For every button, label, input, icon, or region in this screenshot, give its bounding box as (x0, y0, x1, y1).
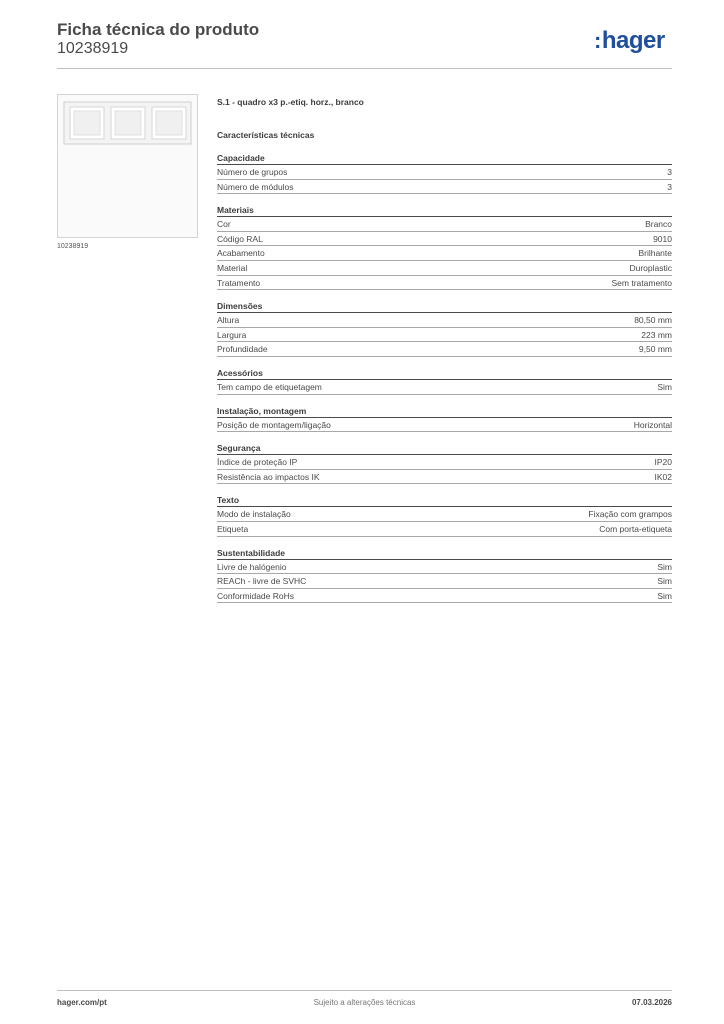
spec-value: 9010 (653, 233, 672, 244)
spec-row (217, 180, 672, 195)
spec-value: IP20 (654, 457, 672, 468)
spec-section (217, 493, 672, 536)
spec-row (217, 470, 672, 485)
spec-section (217, 404, 672, 433)
section-title: Dimensões (217, 299, 672, 313)
spec-label: Etiqueta (217, 523, 249, 534)
image-caption: 10238919 (57, 243, 89, 250)
spec-value: Branco (645, 219, 672, 230)
spec-label: Tem campo de etiquetagem (217, 381, 322, 392)
spec-row (217, 455, 672, 470)
spec-row (217, 328, 672, 343)
footer-date: 07.03.2026 (631, 998, 672, 1007)
spec-value: 9,50 mm (638, 344, 672, 355)
spec-label: Profundidade (217, 344, 268, 355)
spec-value: Fixação com grampos (588, 509, 672, 520)
spec-value: Brilhante (638, 248, 672, 259)
spec-value: Com porta-etiqueta (599, 523, 672, 534)
spec-row (217, 165, 672, 180)
spec-label: Acabamento (217, 248, 265, 259)
spec-label: REACh - livre de SVHC (217, 576, 307, 587)
spec-row (217, 574, 672, 589)
footer-notice: Sujeito a alterações técnicas (313, 998, 416, 1007)
header-divider (57, 68, 672, 69)
spec-section (217, 546, 672, 604)
product-image (57, 94, 198, 238)
section-title: Segurança (217, 441, 672, 455)
section-title: Materiais (217, 203, 672, 217)
spec-row (217, 522, 672, 537)
spec-row (217, 261, 672, 276)
logo-text: hager (601, 27, 665, 54)
spec-label: Posição de montagem/ligação (217, 419, 331, 430)
spec-value: 3 (667, 167, 672, 177)
spec-label: Tratamento (217, 277, 261, 288)
spec-row (217, 232, 672, 247)
spec-content (217, 95, 672, 603)
spec-heading: Características técnicas (217, 130, 315, 140)
spec-value: 80,50 mm (634, 315, 672, 326)
frame-illustration (58, 95, 197, 237)
spec-label: Número de módulos (217, 181, 294, 192)
spec-value: Horizontal (633, 419, 672, 430)
spec-row (217, 217, 672, 232)
hager-logo: :hager (594, 27, 665, 54)
product-number: 10238919 (57, 40, 129, 57)
spec-value: 223 mm (641, 329, 672, 340)
spec-section (217, 203, 672, 290)
spec-row (217, 246, 672, 261)
spec-row (217, 507, 672, 522)
section-title: Instalação, montagem (217, 404, 672, 418)
spec-value: Sim (657, 576, 672, 587)
footer-divider (57, 990, 672, 991)
spec-label: Material (217, 262, 248, 273)
section-title: Capacidade (217, 151, 672, 165)
spec-row (217, 418, 672, 433)
section-title: Texto (217, 493, 672, 507)
spec-row (217, 313, 672, 328)
section-title: Sustentabilidade (217, 546, 672, 560)
spec-value: Sim (657, 381, 672, 392)
spec-label: Conformidade RoHs (217, 590, 295, 601)
section-title: Acessórios (217, 366, 672, 380)
spec-label: Resistência ao impactos IK (217, 471, 320, 482)
spec-section (217, 299, 672, 357)
spec-value: Sem tratamento (611, 277, 672, 288)
spec-row (217, 380, 672, 395)
footer-website[interactable]: hager.com/pt (57, 998, 107, 1007)
product-name: S.1 - quadro x3 p.-etiq. horz., branco (217, 97, 364, 107)
spec-row (217, 342, 672, 357)
spec-sections (217, 151, 672, 603)
spec-row (217, 276, 672, 291)
spec-label: Cor (217, 219, 231, 230)
spec-label: Livre de halógenio (217, 561, 287, 572)
spec-row (217, 560, 672, 575)
spec-label: Altura (217, 315, 240, 326)
page-title: Ficha técnica do produto (57, 20, 260, 39)
spec-label: Código RAL (217, 233, 263, 244)
spec-label: Modo de instalação (217, 509, 291, 520)
spec-section (217, 366, 672, 395)
spec-label: Largura (217, 329, 247, 340)
spec-value: Duroplastic (629, 262, 672, 273)
spec-section (217, 441, 672, 484)
spec-section (217, 151, 672, 194)
spec-value: 3 (667, 181, 672, 192)
spec-value: Sim (657, 590, 672, 601)
spec-row (217, 589, 672, 604)
spec-label: Número de grupos (217, 167, 288, 177)
spec-label: Índice de proteção IP (217, 457, 298, 468)
spec-value: Sim (657, 561, 672, 572)
spec-value: IK02 (654, 471, 672, 482)
